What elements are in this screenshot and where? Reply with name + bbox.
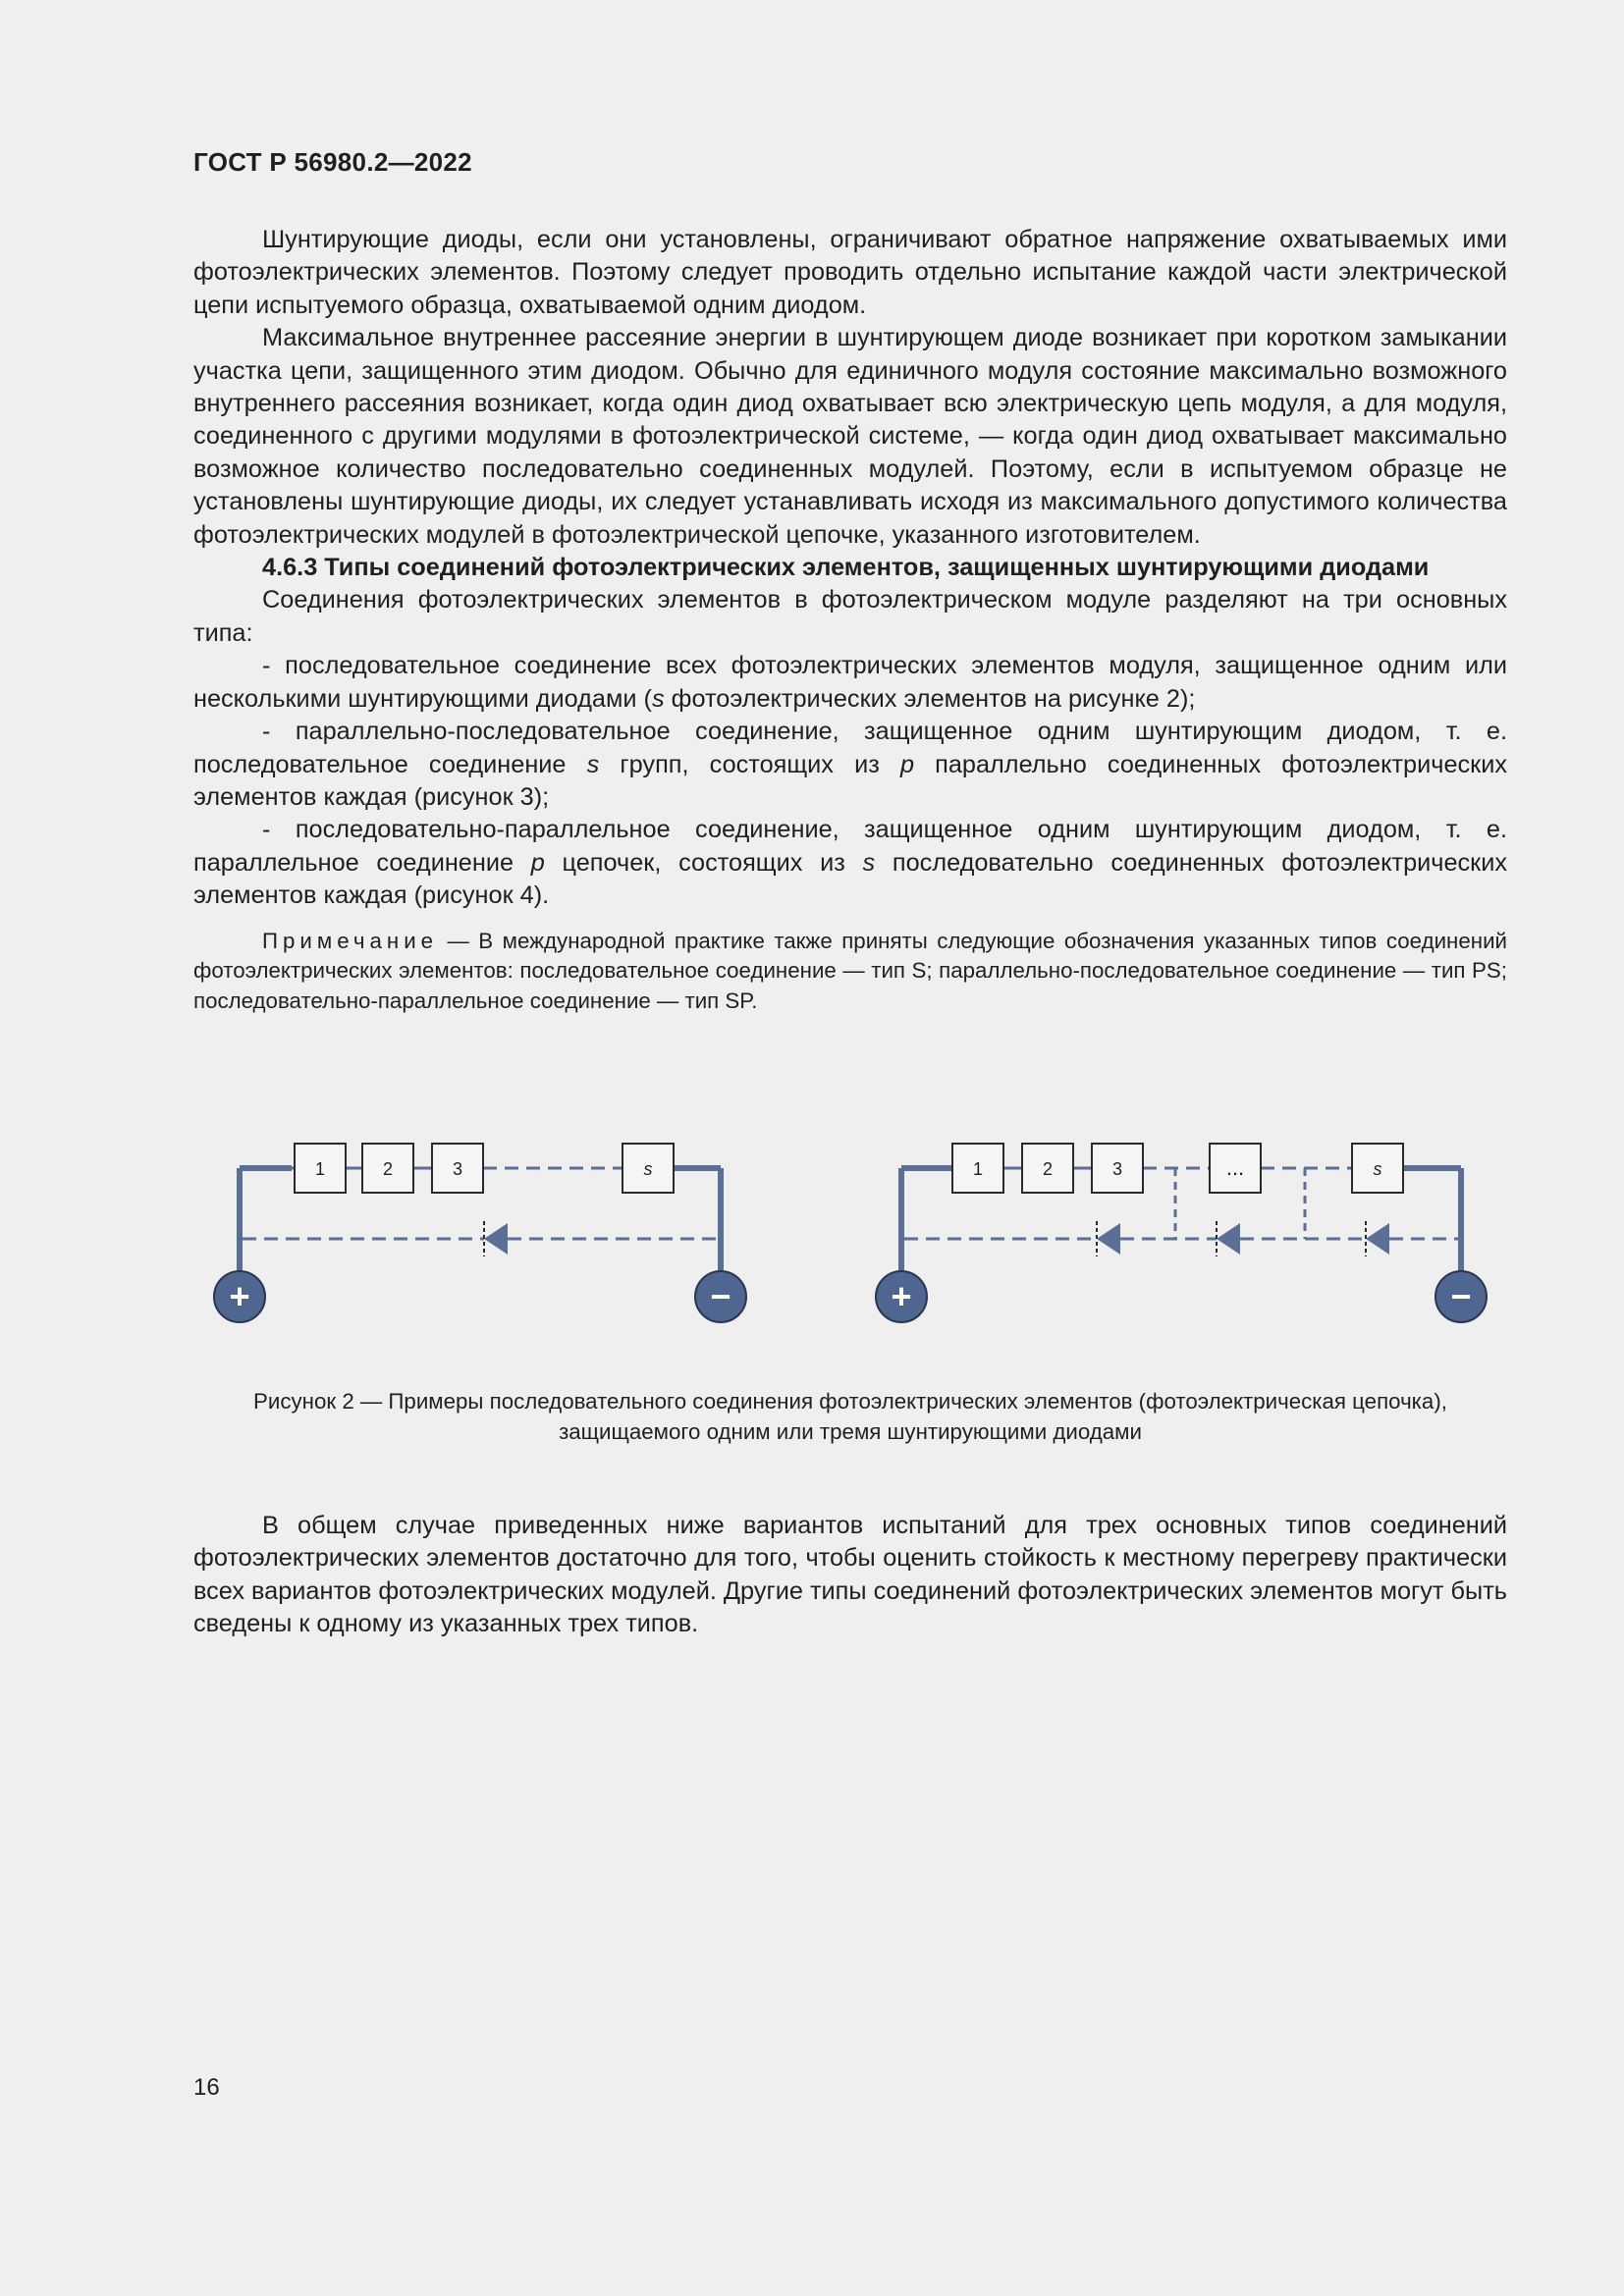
list-item: - последовательно-параллельное соединение, защищенное одним шунтирующим диодом, т. е. параллельное соединение p цепочек, состоящих из s последовательно соединенных фотоэлектрических элементов каждая (рисунок 4).	[193, 816, 1508, 910]
section-heading: 4.6.3 Типы соединений фотоэлектрических элементов, защищенных шунтирующими диодами	[262, 554, 1430, 582]
cell-label: 1	[972, 1159, 984, 1179]
closing-text	[193, 1510, 1507, 1641]
cell-label: 3	[1111, 1159, 1123, 1179]
list-item: - последовательное соединение всех фотоэлектрических элементов модуля, защищенное одним или несколькими шунтирующими диодами (s фотоэлектрических элементов на рисунке 2);	[193, 652, 1507, 713]
plus-sign: +	[891, 1276, 912, 1316]
diode-icon	[484, 1221, 508, 1256]
minus-sign: −	[1450, 1276, 1472, 1316]
cell-label: ...	[1225, 1155, 1245, 1180]
diode-icon	[1366, 1221, 1389, 1256]
figure-caption: Рисунок 2 — Примеры последовательного соединения фотоэлектрических элементов (фотоэлектрическая цепочка), защищаемого одним или тремя шунтирующими диодами	[253, 1389, 1447, 1444]
diode-icon	[1097, 1221, 1120, 1256]
circuit-diagram	[193, 1119, 1507, 1345]
diode-icon	[1217, 1221, 1240, 1256]
cell-label: 2	[1042, 1159, 1054, 1179]
cell-label: 1	[314, 1159, 326, 1179]
note-label: Примечание	[262, 928, 439, 953]
plus-sign: +	[229, 1276, 250, 1316]
page-number: 16	[193, 2074, 220, 2101]
list-item: - параллельно-последовательное соединение, защищенное одним шунтирующим диодом, т. е. последовательное соединение s групп, состоящих из p параллельно соединенных фотоэлектрических элементов каждая (рисунок 3);	[193, 718, 1508, 811]
cell-label: s	[1373, 1159, 1382, 1179]
figure-2	[193, 1119, 1507, 1345]
paragraph: Максимальное внутреннее рассеяние энергии в шунтирующем диоде возникает при коротком замыкании участка цепи, защищенного этим диодом. Обычно для единичного модуля состояние максимально возможного внутреннего рассеяния возникает, когда один диод охватывает всю электрическую цепь модуля, а для модуля, соединенного с другими модулями в фотоэлектрической системе, — когда один диод охватывает максимально возможное количество последовательно соединенных модулей. Поэтому, если в испытуемом образце не установлены шунтирующие диоды, их следует устанавливать исходя из максимального допустимого количества фотоэлектрических модулей в фотоэлектрической цепочке, указанного изготовителем.	[193, 324, 1507, 549]
minus-sign: −	[710, 1276, 731, 1316]
cell-label: s	[643, 1159, 653, 1179]
main-text	[193, 224, 1507, 1016]
left-circuit	[214, 1144, 746, 1322]
paragraph: Шунтирующие диоды, если они установлены, ограничивают обратное напряжение охватываемых ими фотоэлектрических элементов. Поэтому следует проводить отдельно испытание каждой части электрической цепи испытуемого образца, охватываемой одним диодом.	[193, 226, 1507, 319]
document-header: ГОСТ Р 56980.2—2022	[193, 147, 472, 177]
cell-label: 2	[382, 1159, 394, 1179]
paragraph: Соединения фотоэлектрических элементов в фотоэлектрическом модуле разделяют на три основных типа:	[193, 586, 1507, 647]
cell-label: 3	[452, 1159, 463, 1179]
note-text: — В международной практике также приняты следующие обозначения указанных типов соединений фотоэлектрических элементов: последовательное соединение — тип S; параллельно-последовательное соединение — тип PS; последовательно-параллельное соединение — тип SP.	[193, 928, 1507, 1013]
right-circuit	[876, 1144, 1487, 1322]
paragraph: В общем случае приведенных ниже вариантов испытаний для трех основных типов соединений фотоэлектрических элементов достаточно для того, чтобы оценить стойкость к местному перегреву практически всех вариантов фотоэлектрических модулей. Другие типы соединений фотоэлектрических элементов могут быть сведены к одному из указанных трех типов.	[193, 1512, 1507, 1638]
note	[193, 927, 1507, 1017]
